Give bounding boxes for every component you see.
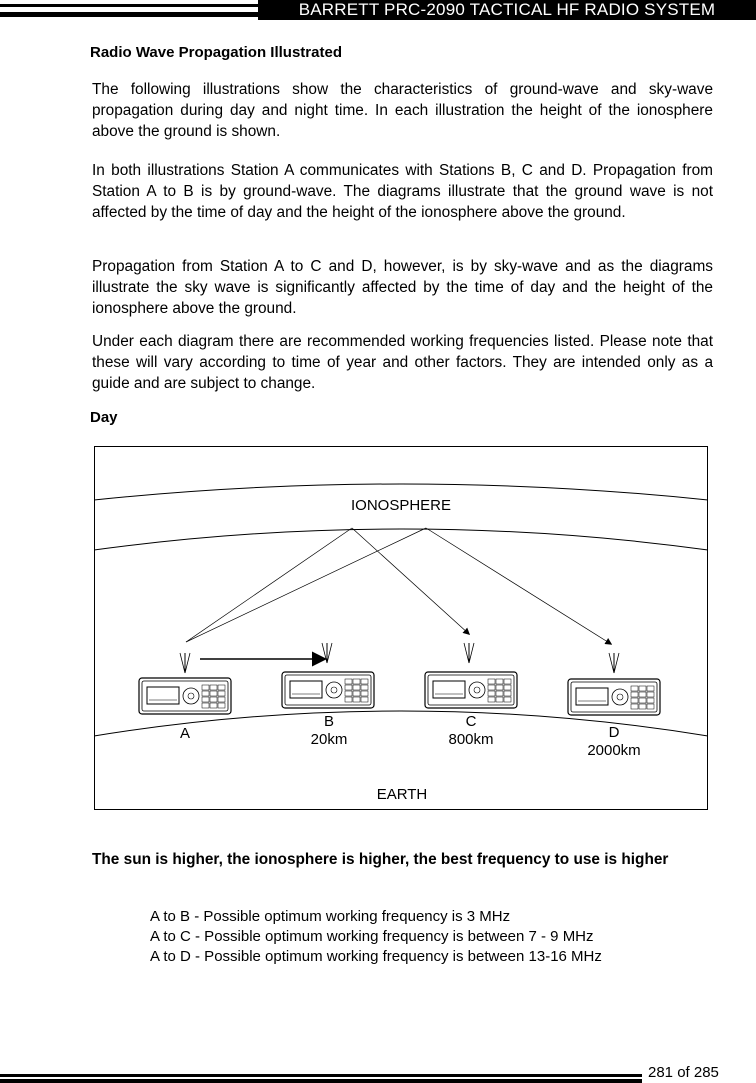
list-item: A to B - Possible optimum working frequency is 3 MHz [150,908,511,925]
ionosphere-label: IONOSPHERE [350,497,452,514]
day-heading: Day [90,409,118,426]
page-number: 281 of 285 [648,1064,719,1081]
station-b-distance: 20km [310,731,348,748]
paragraph-frequencies-note: Under each diagram there are recommended working frequencies listed. Please note that these will vary according to time of year and other factors. They are intended only as a guide and are subject to change. [92,333,713,392]
earth-label: EARTH [376,786,428,803]
radio-icon [139,678,231,714]
document-title: BARRETT PRC-2090 TACTICAL HF RADIO SYSTEM [258,0,756,20]
footer-rule-top [0,1074,642,1077]
header-rule-top [0,4,258,7]
station-a-label: A [179,725,191,742]
radio-icon [568,679,660,715]
page-header [0,0,756,22]
station-b-label: B [323,713,335,730]
radio-icon [425,672,517,708]
list-item: A to C - Possible optimum working frequency is between 7 - 9 MHz [150,928,594,945]
header-rule-bottom [0,12,258,17]
section-title: Radio Wave Propagation Illustrated [90,44,342,61]
paragraph-intro: The following illustrations show the characteristics of ground-wave and sky-wave propagation during day and night time. In each illustration the height of the ionosphere above the ground is shown. [92,81,713,140]
frequency-list [150,907,602,967]
paragraph-ground-wave: In both illustrations Station A communicates with Stations B, C and D. Propagation from Station A to B is by ground-wave. The diagrams illustrate that the ground wave is not affected by the time of day and the height of the ionosphere above the ground. [92,162,713,221]
footer-rule-bottom [0,1079,642,1083]
list-item: A to D - Possible optimum working frequency is between 13-16 MHz [150,948,602,965]
radio-icon [282,672,374,708]
station-d-label: D [608,724,620,741]
paragraph-sky-wave: Propagation from Station A to C and D, however, is by sky-wave and as the diagrams illustrate the sky wave is significantly affected by the time of day and the height of the ionosphere above the ground. [92,258,713,317]
station-c-distance: 800km [448,731,494,748]
station-c-label: C [465,713,477,730]
station-d-distance: 2000km [587,742,641,759]
propagation-diagram [94,446,708,810]
diagram-caption: The sun is higher, the ionosphere is higher, the best frequency to use is higher [92,851,669,868]
